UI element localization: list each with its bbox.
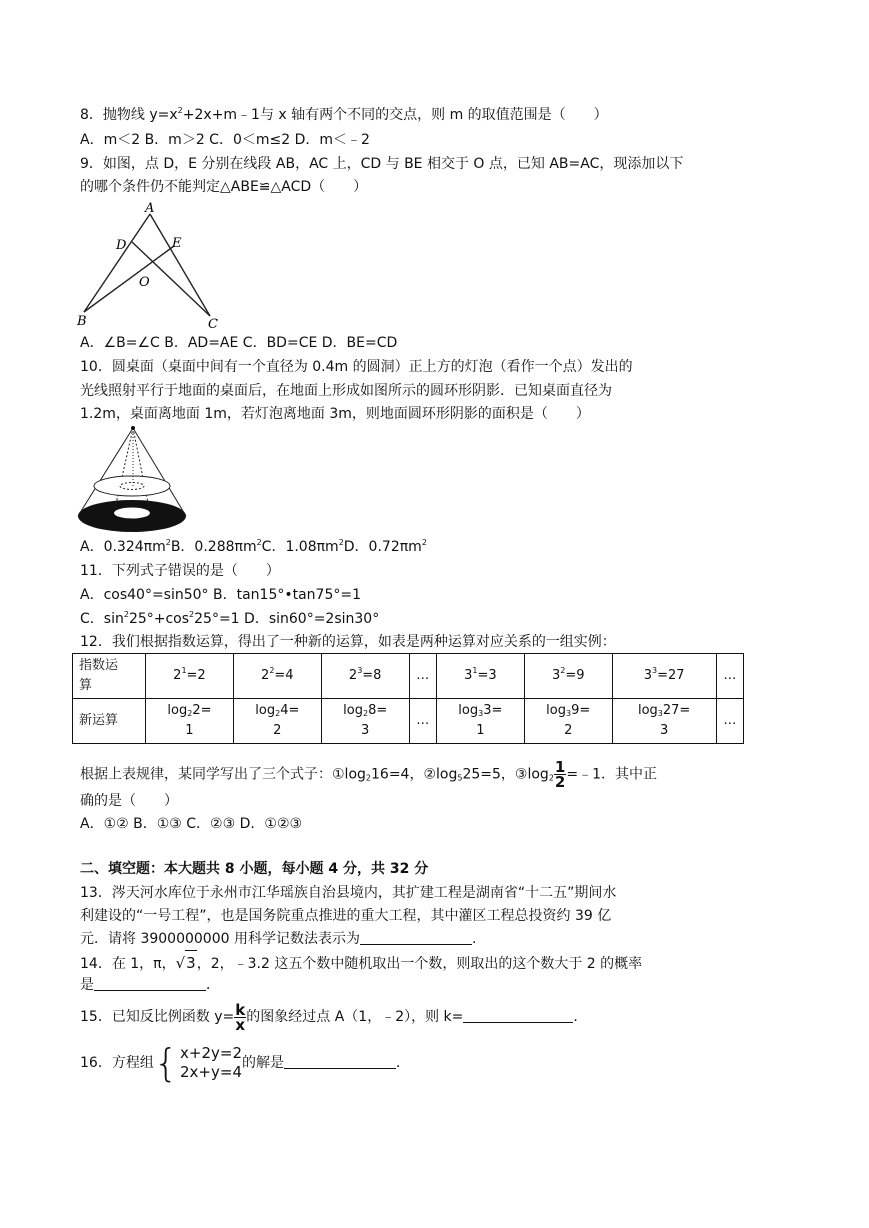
q13-answer-blank[interactable] (360, 930, 472, 945)
q10-line2: 光线照射平行于地面的桌面后，在地面上形成如图所示的圆环形阴影．已知桌面直径为 (80, 383, 612, 399)
q16-b: 的解是 (242, 1055, 284, 1071)
q15-line (80, 1000, 587, 1034)
q15-a: 15．已知反比例函数 y= (80, 1009, 235, 1025)
q14-line2-end: ． (206, 977, 220, 993)
exp-cell-5: $3^1=3$ (436, 654, 524, 699)
q11-opt-c-c: 25°=1 D．sin60°=2sin30° (194, 611, 380, 627)
table-row-exponent (73, 654, 744, 699)
q12-sub3: 2 (548, 773, 554, 783)
q10-options (80, 538, 427, 556)
q12-after-c: 25=5，③log (462, 766, 549, 783)
q9-line1: 9．如图，点 D，E 分别在线段 AB，AC 上，CD 与 BE 相交于 O 点，已知 AB=AC，现添加以下 (80, 156, 684, 172)
q11-sup1: 2 (123, 610, 129, 619)
q8-stem-a: 8．抛物线 y=x (80, 107, 178, 123)
q15-fraction: $\frac{k}{x}$ (235, 1000, 246, 1034)
segment-ac (150, 214, 210, 316)
q13-line2: 利建设的“一号工程”，也是国务院重点推进的重大工程，其中灌区工程总投资约 39 亿 (80, 908, 612, 924)
label-b: B (77, 314, 87, 329)
q14-line1-a: 14．在 1，π， (80, 956, 176, 972)
lamp-shadow-figure (74, 424, 192, 534)
triangle-figure (74, 198, 234, 330)
ground-light-hole (114, 508, 150, 519)
log-cell-3: $\log_28=$ 3 (321, 699, 409, 744)
q12-sub2: 5 (457, 773, 463, 783)
q16-eq2: 2x+y=4 (180, 1063, 242, 1081)
q13-line3-text: 元．请将 3900000000 用科学记数法表示为 (80, 931, 360, 947)
q12-after (80, 760, 657, 789)
q15-b: 的图象经过点 A（1，﹣2），则 k= (246, 1009, 464, 1025)
exp-cell-ellipsis-1: … (409, 654, 436, 699)
q10-line3: 1.2m，桌面离地面 1m，若灯泡离地面 3m，则地面圆环形阴影的面积是（ ） (80, 406, 590, 422)
q10-option-a: A．0.324πm (80, 539, 166, 555)
log-cell-7: $\log_327=$ 3 (612, 699, 716, 744)
log-cell-2: $\log_24=$ 2 (233, 699, 321, 744)
q13-line3 (80, 930, 476, 948)
header-exp-line2: 算 (79, 678, 93, 693)
q14-line2 (80, 976, 220, 994)
q16-eq1: x+2y=2 (180, 1044, 242, 1062)
q11-opt-c-b: 25°+cos (128, 611, 190, 627)
q16-end: ． (396, 1055, 410, 1071)
label-c: C (208, 317, 218, 330)
table-header-exponent (73, 654, 146, 699)
q10-option-d: D．0.72πm (343, 539, 422, 555)
exp-cell-3: $2^3=8$ (321, 654, 409, 699)
label-o: O (139, 275, 150, 290)
log-cell-1: $\log_22=$ 1 (146, 699, 234, 744)
log-cell-ellipsis-1: … (409, 699, 436, 744)
q15-answer-blank[interactable] (463, 1008, 573, 1023)
q14-line2-text: 是 (80, 977, 94, 993)
q11-opt-c-a: C．sin (80, 611, 124, 627)
q14-sqrt: 3 (185, 950, 197, 975)
q16-a: 16．方程组 (80, 1055, 154, 1071)
q14-answer-blank[interactable] (94, 976, 206, 991)
log-cell-ellipsis-2: … (716, 699, 743, 744)
exp-cell-ellipsis-2: … (716, 654, 743, 699)
q12-fraction: $\frac{1}{2}$ (554, 758, 566, 791)
q14-line1-b: ，2，﹣3.2 这五个数中随机取出一个数，则取出的这个数大于 2 的概率 (196, 956, 643, 972)
q12-line2: 确的是（ ） (80, 793, 178, 809)
q10-option-d-sup: 2 (421, 538, 427, 547)
q11-options-line2 (80, 610, 379, 628)
q12-after-a: 根据上表规律，某同学写出了三个式子：①log (80, 766, 366, 783)
q12-stem: 12．我们根据指数运算，得出了一种新的运算，如表是两种运算对应关系的一组实例： (80, 634, 616, 650)
q11-stem: 11．下列式子错误的是（ ） (80, 563, 280, 579)
exp-cell-6: $3^2=9$ (524, 654, 612, 699)
log-cell-6: $\log_39=$ 2 (524, 699, 612, 744)
lamp-point (131, 426, 135, 430)
log-cell-5: $\log_33=$ 1 (436, 699, 524, 744)
q16-line (80, 1040, 410, 1086)
q11-sup2: 2 (189, 610, 195, 619)
q15-end: ． (573, 1009, 588, 1025)
q8-stem (80, 106, 608, 124)
exp-cell-1: $2^1=2$ (146, 654, 234, 699)
segment-ab (84, 214, 150, 312)
q10-option-c: C．1.08πm (261, 539, 339, 555)
label-e: E (172, 236, 182, 251)
q11-options-line1: A．cos40°=sin50° B．tan15°•tan75°=1 (80, 587, 362, 603)
q9-line2: 的哪个条件仍不能判定△ABE≌△ACD（ ） (80, 179, 368, 195)
section2-title: 二、填空题：本大题共 8 小题，每小题 4 分，共 32 分 (80, 861, 429, 877)
q10-option-b: B．0.288πm (170, 539, 257, 555)
q16-equation-system: { x+2y=2 2x+y=4 (153, 1041, 242, 1085)
exp-cell-2: $2^2=4$ (233, 654, 321, 699)
q8-sup: 2 (177, 106, 183, 115)
header-exp-line1: 指数运 (79, 658, 119, 673)
q10-option-c-sup: 2 (338, 538, 344, 547)
segment-be (84, 246, 174, 312)
q12-sub1: 2 (365, 773, 371, 783)
table-row-log (73, 699, 744, 744)
q12-after-d: =﹣1．其中正 (566, 766, 657, 783)
label-d: D (116, 238, 127, 253)
q9-options: A．∠B=∠C B．AD=AE C．BD=CE D．BE=CD (80, 335, 398, 351)
operations-table (72, 653, 744, 744)
table-top (94, 476, 170, 496)
q14-line1: 14．在 1，π，√3，2，﹣3.2 这五个数中随机取出一个数，则取出的这个数大于 2 的概率 (80, 950, 642, 976)
q10-option-b-sup: 2 (256, 538, 262, 547)
q12-after-b: 16=4，②log (371, 766, 458, 783)
q8-stem-b: +2x+m﹣1与 x 轴有两个不同的交点，则 m 的取值范围是（ ） (182, 107, 608, 123)
q10-option-a-sup: 2 (165, 538, 171, 547)
q10-line1: 10．圆桌面（桌面中间有一个直径为 0.4m 的圆洞）正上方的灯泡（看作一个点）发出的 (80, 359, 633, 375)
q13-line1: 13．涔天河水库位于永州市江华瑶族自治县境内，其扩建工程是湖南省“十二五”期间水 (80, 885, 617, 901)
q16-answer-blank[interactable] (284, 1054, 396, 1069)
exp-cell-7: $3^3=27$ (612, 654, 716, 699)
q8-options: A．m＜2 B．m＞2 C．0＜m≤2 D．m＜﹣2 (80, 132, 370, 148)
table-header-log: 新运算 (73, 699, 146, 744)
q12-options: A．①② B．①③ C．②③ D．①②③ (80, 816, 303, 832)
q13-line3-end: . (471, 931, 477, 947)
label-a: A (145, 201, 155, 216)
